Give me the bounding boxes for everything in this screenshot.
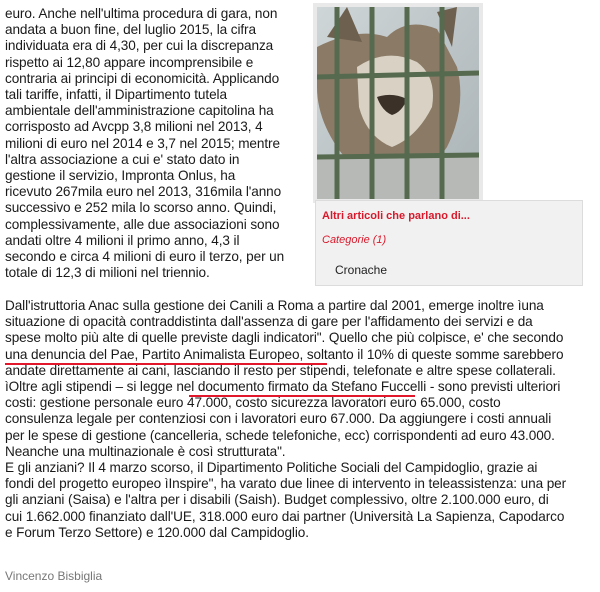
related-articles-title[interactable]: Altri articoli che parlano di... (322, 210, 470, 222)
text-line: fondi del progetto europeo ìInspire", ha varato due linee di intervento in teleassistenza: una per (5, 476, 567, 492)
text-line-underlined-pae: una denuncia del Pae, Partito Animalista Europeo, soltanto il 10% di queste somme sarebbero (5, 347, 600, 363)
related-sidebar (313, 3, 600, 288)
article-author[interactable]: Vincenzo Bisbiglia (5, 569, 103, 583)
text-line: spese molto più alte di quelle previste dagli indicatori". Quello che più colpisce, e' che secondo (5, 330, 564, 346)
dog-in-cage-image (317, 7, 479, 199)
text-line: situazione di opacità contraddistinta dall'assenza di gare per l'affidamento dei servizi e da (5, 314, 533, 330)
text-line: consulenza legale per contenziosi con i lavoratori euro 67.000. Da aggiungere i costi annuali (5, 411, 552, 427)
text-line: Dall'istruttoria Anac sulla gestione dei Canili a Roma a partire dal 2001, emerge inoltre ìuna (5, 298, 544, 313)
text-line: andate direttamente ai cani, lasciando il resto per stipendi, telefonate e altre spese collaterali. (5, 362, 556, 378)
text-line-underlined-document: ìOltre agli stipendi – si legge nel documento firmato da Stefano Fuccelli - sono previsti ulteriori (5, 379, 600, 395)
text-line: gli anziani (Saisa) e l'altra per i disabili (Saish). Budget complessivo, oltre 2.100.000 euro, di (5, 492, 549, 508)
text-line: costi: gestione personale euro 47.000, costo sicurezza lavoratori euro 65.000, costo (5, 395, 501, 411)
text-line: E gli anziani? Il 4 marzo scorso, il Dipartimento Politiche Sociali del Campidoglio, grazie ai (5, 460, 538, 476)
text-line: per le spese di gestione (cancelleria, schede telefoniche, ecc) corrispondenti ad euro 43.000. (5, 427, 555, 443)
article-photo (313, 3, 483, 203)
text-line: cui 1.662.000 finanziato dall'UE, 318.000 euro dai partner (Università La Sapienza, Capodarco (5, 508, 565, 524)
text-line: Neanche una multinazionale è così strutturata". (5, 443, 286, 459)
category-link-cronache[interactable]: Cronache (335, 263, 388, 277)
article-paragraph-1: euro. Anche nell'ultima procedura di gara, non andata a buon fine, del luglio 2015, la cifra individuata era di 4,30, per cui la discrepanza rispetto ai 12,80 appare incomprensibile e contraria ai principi di economicità. Applicando tali tariffe, infatti, il Dipartimento tutela ambientale dell'amministrazione capitolina ha corrisposto ad Avcpp 3,8 milioni nel 2013, 4 milioni di euro nel 2014 e 3,7 nel 2015; mentre l'altra associazione a cui e' stato dato in gestione il servizio, Impronta Onlus, ha ricevuto 267mila euro nel 2013, 316mila l'anno successivo e 252 mila lo scorso anno. Quindi, complessivamente, alle due associazioni sono andati oltre 4 milioni il primo anno, 4,3 il secondo e circa 4 milioni di euro il terzo, per un totale di 12,3 di milioni nel triennio. (5, 6, 285, 281)
text-line: e Forum Terzo Settore) e 120.000 dal Campidoglio. (5, 524, 309, 540)
categories-label: Categorie (1) (322, 234, 387, 246)
article-paragraph-2 (5, 298, 600, 541)
related-articles-box (315, 200, 583, 286)
